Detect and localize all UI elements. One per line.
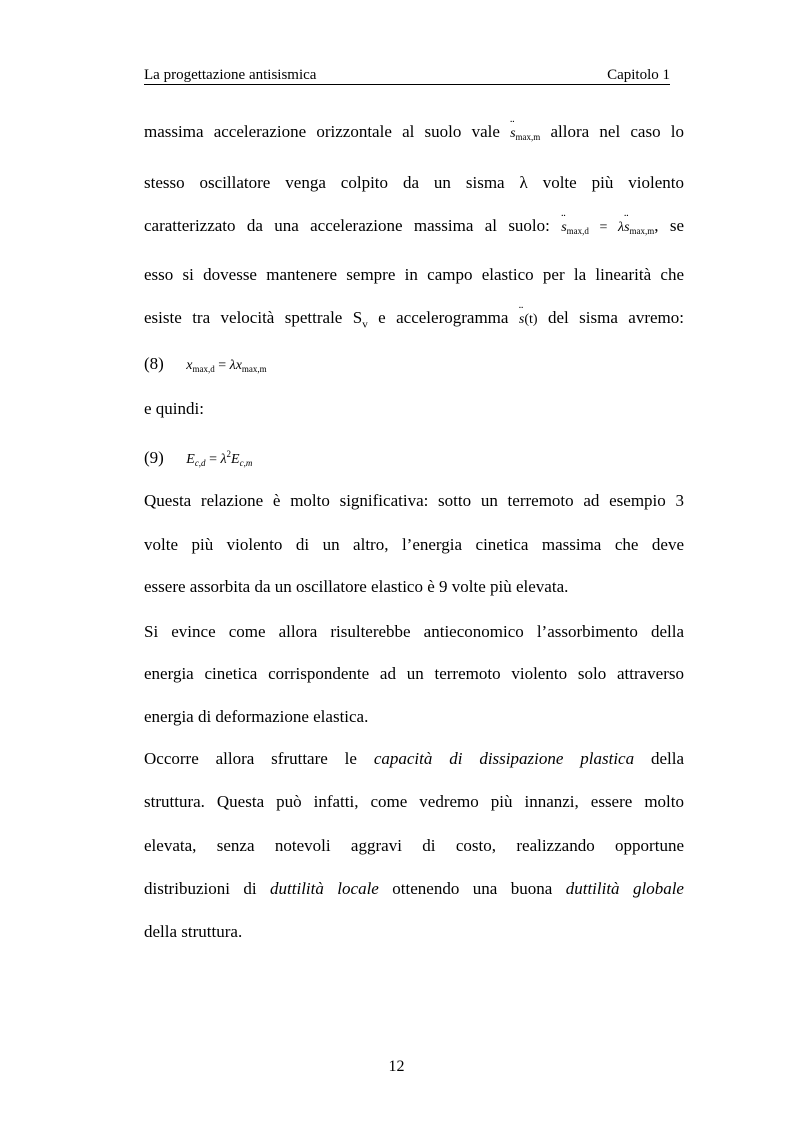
formula-s-max-d: ¨ $s_{max,d}$ = λ¨ $s_{max,m}$ — [561, 220, 654, 235]
equation-8 — [144, 352, 684, 381]
emphasis: capacità di dissipazione plastica — [373, 749, 635, 768]
paragraph-line: della struttura. — [144, 922, 243, 941]
paragraph-line: esiste tra velocità spettrale $S_v$ e accelerogramma ¨ s(t) del sisma avremo: — [144, 306, 684, 336]
equation-9 — [144, 442, 684, 475]
paragraph-line: volte più violento di un altro, l’energia cinetica massima che deve — [144, 535, 684, 554]
running-header — [144, 66, 670, 85]
formula-s-of-t: ¨ s(t) — [519, 312, 538, 327]
header-chapter-number: Capitolo 1 — [607, 67, 670, 83]
formula-s-max-m: ¨ $s_{max,m}$ — [510, 126, 540, 141]
paragraph-line: essere assorbita da un oscillatore elastico è 9 volte più elevata. — [144, 577, 569, 596]
equation-label: (8) — [144, 354, 164, 373]
page-number: 12 — [388, 1058, 405, 1075]
equation-label: (9) — [144, 448, 164, 467]
paragraph-line: caratterizzato da una accelerazione massima al suolo: ¨ $s_{max,d}$ = λ¨ $s_{max,m}$, se — [144, 214, 684, 243]
paragraph-line: distribuzioni di duttilità locale ottenendo una buona duttilità globale — [144, 879, 684, 898]
paragraph-line: Si evince come allora risulterebbe antieconomico l’assorbimento della — [144, 622, 684, 641]
paragraph-line: energia di deformazione elastica. — [144, 707, 369, 726]
paragraph-line: struttura. Questa può infatti, come vedremo più innanzi, essere molto — [144, 792, 684, 811]
formula-x-max-d: $x_{max,d} = \lambda x_{max,m}$ — [186, 358, 267, 374]
paragraph-line: energia cinetica corrispondente ad un terremoto violento solo attraverso — [144, 664, 684, 683]
paragraph-line: Occorre allora sfruttare le capacità di dissipazione plastica della — [144, 749, 685, 768]
paragraph-line: e quindi: — [144, 399, 204, 418]
formula-kinetic-energy: $E_{c,d} = \lambda^2E_{c,m}$ — [186, 449, 253, 468]
paragraph-line: elevata, senza notevoli aggravi di costo, realizzando opportune — [144, 836, 684, 855]
paragraph-line: stesso oscillatore venga colpito da un sisma λ volte più violento — [144, 173, 684, 192]
paragraph-line: massima accelerazione orizzontale al suolo vale ¨ $s_{max,m}$ allora nel caso lo — [144, 120, 684, 149]
emphasis: duttilità globale — [565, 879, 684, 898]
paragraph-line: Questa relazione è molto significativa: sotto un terremoto ad esempio 3 — [144, 491, 684, 510]
header-chapter-title: La progettazione antisismica — [144, 67, 317, 83]
paragraph-line: esso si dovesse mantenere sempre in campo elastico per la linearità che — [144, 265, 684, 284]
emphasis: duttilità locale — [270, 879, 379, 898]
